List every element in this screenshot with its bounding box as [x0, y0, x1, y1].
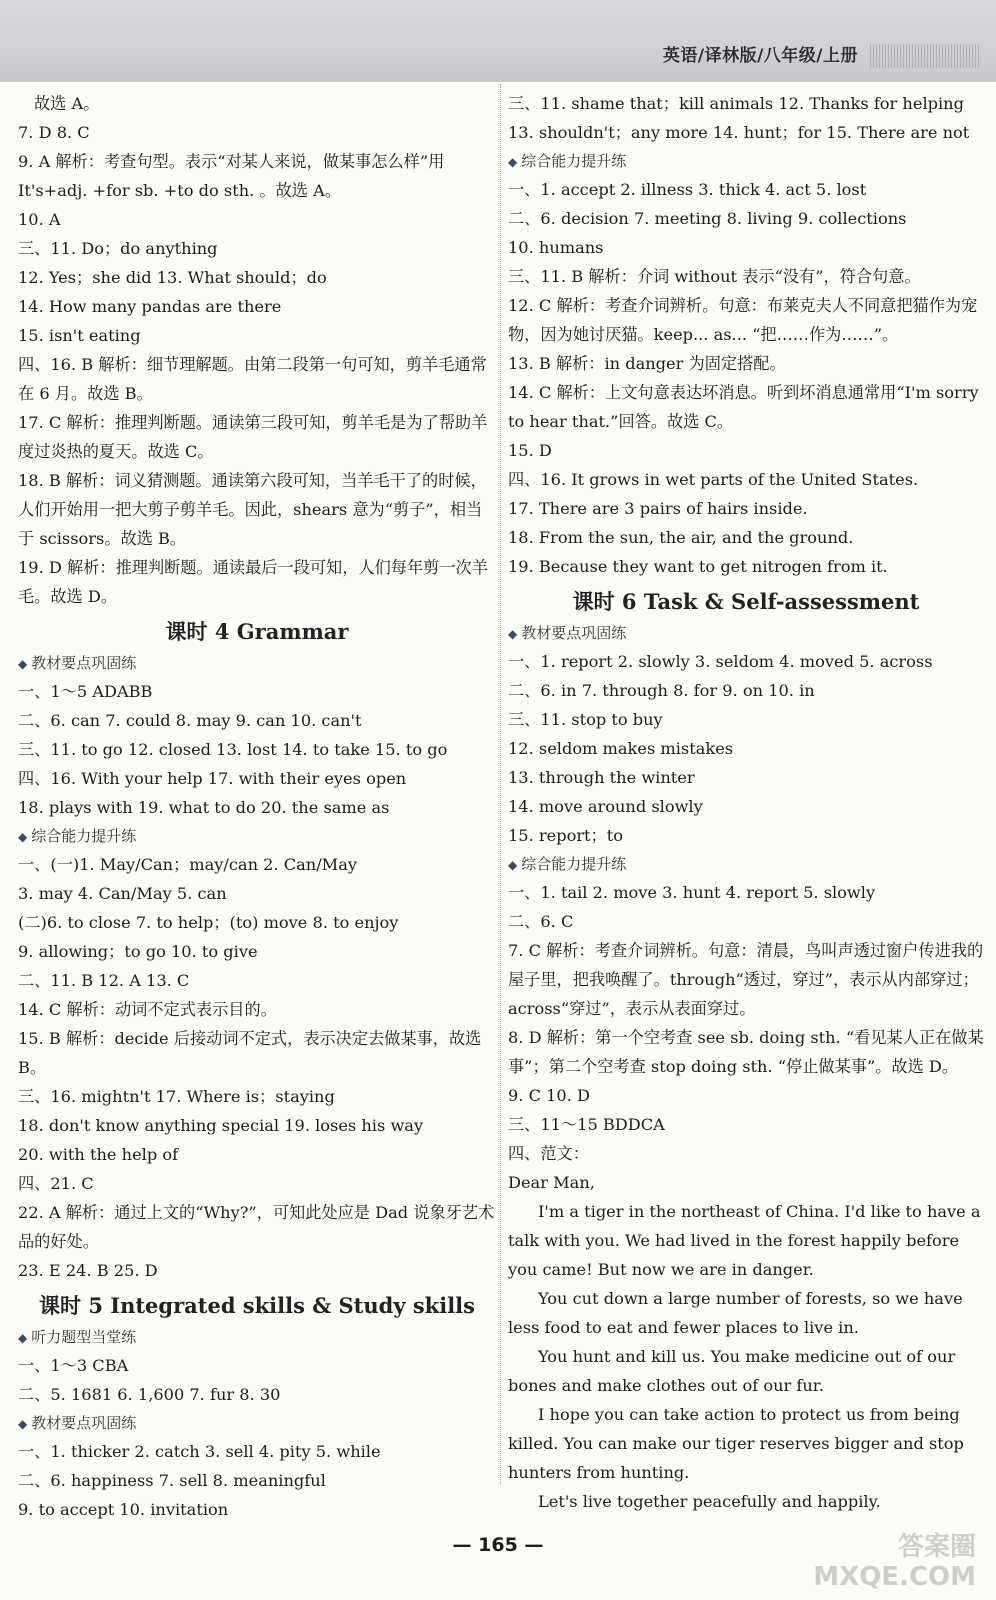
answer-line: 19. D 解析：推理判断题。通读最后一段可知，人们每年剪一次羊毛。故选 D。: [18, 558, 488, 606]
answer-line: 四、16. B 解析：细节理解题。由第二段第一句可知，剪羊毛通常在 6 月。故选 B。: [18, 355, 487, 403]
answer-line: 15. D: [508, 441, 552, 460]
diamond-icon: ◆: [18, 1417, 28, 1431]
right-column: [508, 89, 984, 1516]
answer-line: 二、6. decision 7. meeting 8. living 9. collections: [508, 209, 907, 228]
answer-line: 9. allowing；to go 10. to give: [18, 942, 258, 961]
answer-line: 三、11. Do；do anything: [18, 239, 218, 258]
answer-line: 23. E 24. B 25. D: [18, 1261, 158, 1280]
answer-line: 15. B 解析：decide 后接动词不定式，表示决定去做某事，故选 B。: [18, 1029, 482, 1077]
subsection-heading: [508, 147, 984, 175]
subsection-label: 综合能力提升练: [31, 827, 137, 845]
answer-line: 二、6. C: [508, 912, 574, 931]
answer-line: 13. through the winter: [508, 768, 695, 787]
answer-line: 10. humans: [508, 238, 604, 257]
essay-paragraph: I'm a tiger in the northeast of China. I'd like to have a talk with you. We had lived in the forest happily before you came! But now we are in danger.: [508, 1202, 981, 1279]
answer-line: 14. move around slowly: [508, 797, 703, 816]
answer-line: 9. A 解析：考查句型。表示“对某人来说，做某事怎么样”用 It's+adj. +for sb. +to do sth. 。故选 A。: [18, 152, 445, 200]
answer-line: 二、6. happiness 7. sell 8. meaningful: [18, 1471, 326, 1490]
answer-line: 9. to accept 10. invitation: [18, 1500, 229, 1519]
answer-line: 二、6. in 7. through 8. for 9. on 10. in: [508, 681, 815, 700]
diamond-icon: ◆: [508, 627, 518, 641]
answer-line: 9. C 10. D: [508, 1086, 590, 1105]
diamond-icon: ◆: [18, 830, 28, 844]
answer-line: 12. C 解析：考查介词辨析。句意：布莱克夫人不同意把猫作为宠物，因为她讨厌猫。keep... as... “把……作为……”。: [508, 296, 978, 344]
answer-line: 22. A 解析：通过上文的“Why?”，可知此处应是 Dad 说象牙艺术品的好处。: [18, 1203, 495, 1251]
answer-line: (二)6. to close 7. to help；(to) move 8. to enjoy: [18, 913, 399, 932]
answer-line: 18. plays with 19. what to do 20. the same as: [18, 798, 390, 817]
answer-line: 二、5. 1681 6. 1,600 7. fur 8. 30: [18, 1385, 281, 1404]
essay-paragraph: You cut down a large number of forests, so we have less food to eat and fewer places to live in.: [508, 1289, 963, 1337]
answer-line: 故选 A。: [34, 94, 100, 113]
subsection-heading: [18, 1323, 496, 1351]
answer-line: 14. How many pandas are there: [18, 297, 282, 316]
section-title: 课时 5 Integrated skills & Study skills: [39, 1293, 475, 1318]
subsection-heading: [508, 619, 984, 647]
section-title: 课时 6 Task & Self-assessment: [572, 589, 920, 614]
subsection-label: 综合能力提升练: [521, 152, 627, 170]
answer-line: 一、1. accept 2. illness 3. thick 4. act 5. lost: [508, 180, 867, 199]
subsection-heading: [18, 1409, 496, 1437]
answer-line: Dear Man,: [508, 1173, 595, 1192]
answer-line: 14. C 解析：上文句意表达坏消息。听到坏消息通常用“I'm sorry to hear that.”回答。故选 C。: [508, 383, 979, 431]
diamond-icon: ◆: [18, 1331, 28, 1345]
answer-line: 8. D 解析：第一个空考查 see sb. doing sth. “看见某人正在做某事”；第二个空考查 stop doing sth. “停止做某事”。故选 D。: [508, 1028, 984, 1076]
answer-line: 一、1. tail 2. move 3. hunt 4. report 5. slowly: [508, 883, 876, 902]
answer-line: 7. D 8. C: [18, 123, 90, 142]
answer-line: 一、1. thicker 2. catch 3. sell 4. pity 5. while: [18, 1442, 381, 1461]
answer-line: 7. C 解析：考查介词辨析。句意：清晨，鸟叫声透过窗户传进我的屋子里，把我唤醒了。through“透过，穿过”，表示从内部穿过；across“穿过”，表示从表面穿过。: [508, 941, 984, 1018]
answer-line: 18. B 解析：词义猜测题。通读第六段可知，当羊毛干了的时候，人们开始用一把大剪子剪羊毛。因此，shears 意为“剪子”，相当于 scissors。故选 B。: [18, 471, 487, 548]
answer-line: 13. B 解析：in danger 为固定搭配。: [508, 354, 786, 373]
subsection-heading: [508, 850, 984, 878]
essay-paragraph: You hunt and kill us. You make medicine out of our bones and make clothes out of our fur.: [508, 1347, 956, 1395]
subsection-label: 综合能力提升练: [521, 855, 627, 873]
watermark-logo-text: 答案圈: [897, 1532, 976, 1562]
answer-line: 四、16. It grows in wet parts of the United States.: [508, 470, 919, 489]
answer-line: 17. C 解析：推理判断题。通读第三段可知，剪羊毛是为了帮助羊度过炎热的夏天。故选 C。: [18, 413, 488, 461]
answer-line: 二、6. can 7. could 8. may 9. can 10. can't: [18, 711, 362, 730]
answer-line: 15. isn't eating: [18, 326, 141, 345]
answer-line: 19. Because they want to get nitrogen from it.: [508, 557, 888, 576]
book-title: 英语/译林版/八年级/上册: [662, 46, 858, 66]
page-number: — 165 —: [452, 1534, 544, 1556]
subsection-heading: [18, 649, 496, 677]
answer-line: 一、1. report 2. slowly 3. seldom 4. moved 5. across: [508, 652, 933, 671]
answer-line: 三、11. B 解析：介词 without 表示“没有”，符合句意。: [508, 267, 921, 286]
answer-line: 14. C 解析：动词不定式表示目的。: [18, 1000, 277, 1019]
subsection-heading: [18, 822, 496, 850]
answer-line: 一、1～5 ADABB: [18, 682, 153, 701]
answer-line: 3. may 4. Can/May 5. can: [18, 884, 227, 903]
answer-line: 一、1～3 CBA: [18, 1356, 129, 1375]
answer-line: 18. don't know anything special 19. loses his way: [18, 1116, 424, 1135]
essay-paragraph: I hope you can take action to protect us from being killed. You can make our tiger reserves bigger and stop hunters from hunting.: [508, 1405, 964, 1482]
answer-line: 三、11～15 BDDCA: [508, 1115, 665, 1134]
answer-line: 四、16. With your help 17. with their eyes open: [18, 769, 407, 788]
subsection-label: 教材要点巩固练: [31, 654, 137, 672]
answer-line: 17. There are 3 pairs of hairs inside.: [508, 499, 808, 518]
answer-line: 15. report；to: [508, 826, 623, 845]
column-divider: [500, 84, 501, 1484]
answer-line: 四、21. C: [18, 1174, 94, 1193]
answer-line: 12. seldom makes mistakes: [508, 739, 734, 758]
answer-line: 三、11. shame that；kill animals 12. Thanks for helping: [508, 94, 964, 113]
watermark-url: MXQE.COM: [813, 1562, 976, 1592]
diamond-icon: ◆: [18, 657, 28, 671]
answer-line: 三、16. mightn't 17. Where is；staying: [18, 1087, 335, 1106]
answer-line: 18. From the sun, the air, and the ground.: [508, 528, 854, 547]
answer-line: 二、11. B 12. A 13. C: [18, 971, 190, 990]
watermark: [813, 1532, 976, 1592]
subsection-label: 教材要点巩固练: [521, 624, 627, 642]
subsection-label: 教材要点巩固练: [31, 1414, 137, 1432]
answer-line: 三、11. to go 12. closed 13. lost 14. to take 15. to go: [18, 740, 448, 759]
answer-line: 10. A: [18, 210, 61, 229]
answer-line: 一、(一)1. May/Can；may/can 2. Can/May: [18, 855, 358, 874]
answer-line: 13. shouldn't；any more 14. hunt；for 15. There are not: [508, 123, 970, 142]
essay-paragraph: Let's live together peacefully and happily.: [538, 1492, 881, 1511]
section-title: 课时 4 Grammar: [165, 619, 349, 644]
left-column: [18, 89, 496, 1524]
header-pattern: [870, 44, 980, 68]
answer-line: 四、范文：: [508, 1144, 589, 1163]
answer-line: 12. Yes；she did 13. What should；do: [18, 268, 327, 287]
subsection-label: 听力题型当堂练: [31, 1328, 137, 1346]
page-header: [0, 0, 996, 82]
answer-line: 20. with the help of: [18, 1145, 179, 1164]
diamond-icon: ◆: [508, 858, 518, 872]
answer-line: 三、11. stop to buy: [508, 710, 663, 729]
diamond-icon: ◆: [508, 155, 518, 169]
